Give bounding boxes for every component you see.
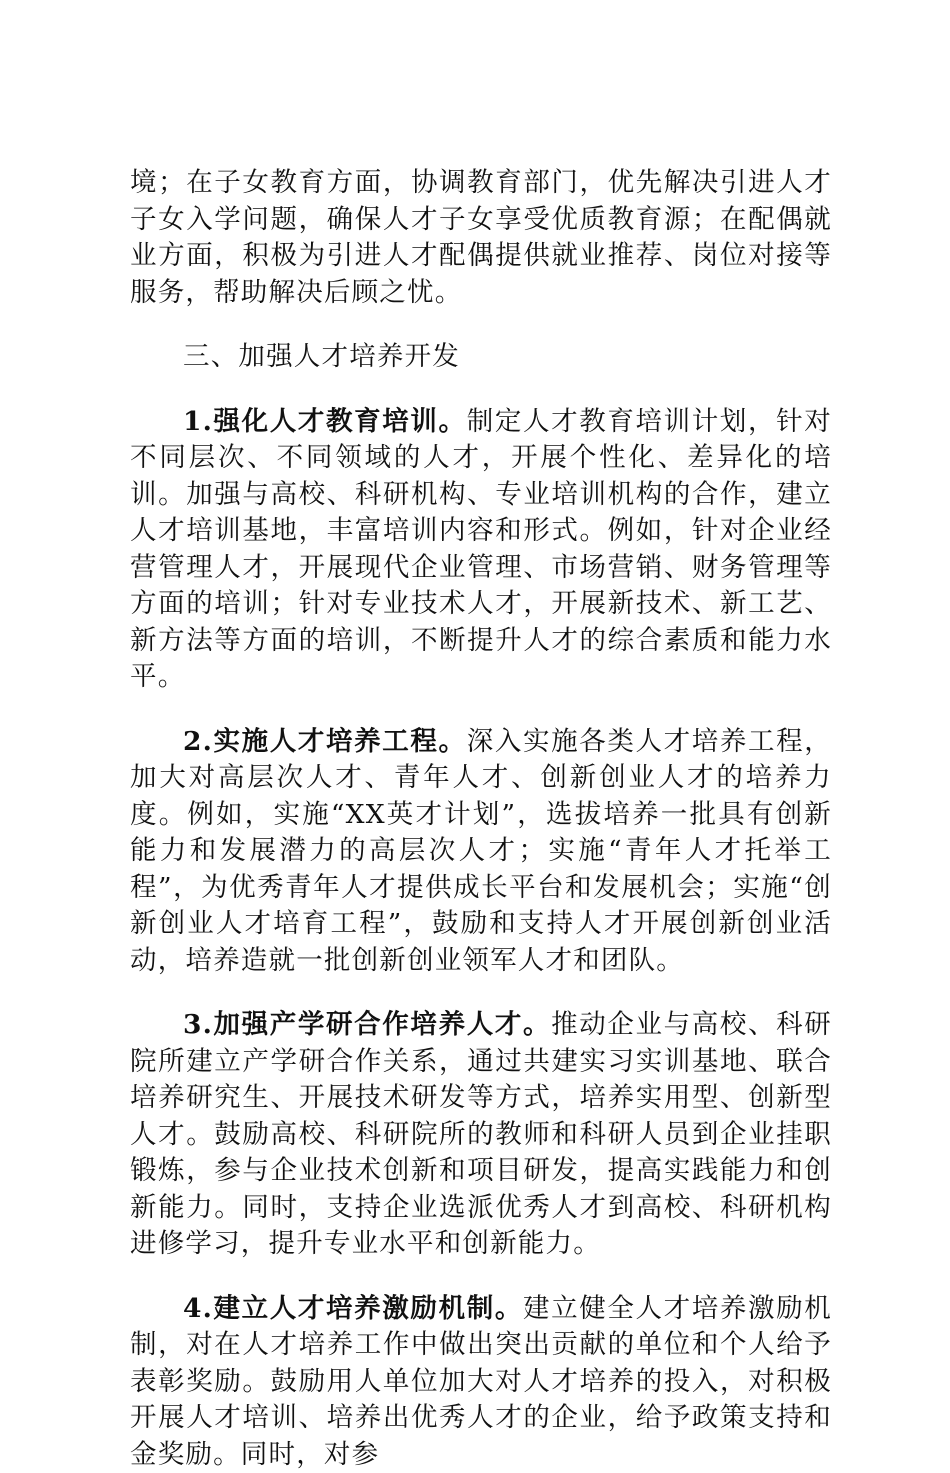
document-page [130,165,832,1473]
item-paragraph-2 [130,724,832,980]
paragraph-gap [130,696,832,724]
paragraph-gap [130,979,832,1007]
item-paragraph-4 [130,1291,832,1473]
item-lead-4: 4.建立人才培养激励机制。 [183,1293,523,1324]
item-body-1: 制定人才教育培训计划，针对不同层次、不同领域的人才，开展个性化、差异化的培训。加强与高校、科研机构、专业培训机构的合作，建立人才培训基地，丰富培训内容和形式。例如，针对企业经营管理人才，开展现代企业管理、市场营销、财务管理等方面的培训；针对专业技术人才，开展新技术、新工艺、新方法等方面的培训，不断提升人才的综合素质和能力水平。 [130,406,832,693]
paragraph-gap [130,376,832,404]
item-paragraph-3 [130,1007,832,1263]
paragraph-gap [130,311,832,339]
section-heading: 三、加强人才培养开发 [130,339,832,376]
item-body-2: 深入实施各类人才培养工程，加大对高层次人才、青年人才、创新创业人才的培养力度。例如，实施“XX英才计划”，选拔培养一批具有创新能力和发展潜力的高层次人才；实施“青年人才托举工程”，为优秀青年人才提供成长平台和发展机会；实施“创新创业人才培育工程”，鼓励和支持人才开展创新创业活动，培养造就一批创新创业领军人才和团队。 [130,726,832,976]
paragraph-gap [130,1263,832,1291]
item-lead-3: 3.加强产学研合作培养人才。 [183,1009,551,1040]
item-lead-2: 2.实施人才培养工程。 [183,726,467,757]
continuation-paragraph: 境；在子女教育方面，协调教育部门，优先解决引进人才子女入学问题，确保人才子女享受优质教育源；在配偶就业方面，积极为引进人才配偶提供就业推荐、岗位对接等服务，帮助解决后顾之忧。 [130,165,832,311]
item-body-4: 建立健全人才培养激励机制，对在人才培养工作中做出突出贡献的单位和个人给予表彰奖励。鼓励用人单位加大对人才培养的投入，对积极开展人才培训、培养出优秀人才的企业，给予政策支持和金奖励。同时，对参 [130,1293,832,1470]
item-lead-1: 1.强化人才教育培训。 [183,406,467,437]
item-paragraph-1 [130,404,832,696]
item-body-3: 推动企业与高校、科研院所建立产学研合作关系，通过共建实习实训基地、联合培养研究生、开展技术研发等方式，培养实用型、创新型人才。鼓励高校、科研院所的教师和科研人员到企业挂职锻炼，参与企业技术创新和项目研发，提高实践能力和创新能力。同时，支持企业选派优秀人才到高校、科研机构进修学习，提升专业水平和创新能力。 [130,1009,832,1259]
